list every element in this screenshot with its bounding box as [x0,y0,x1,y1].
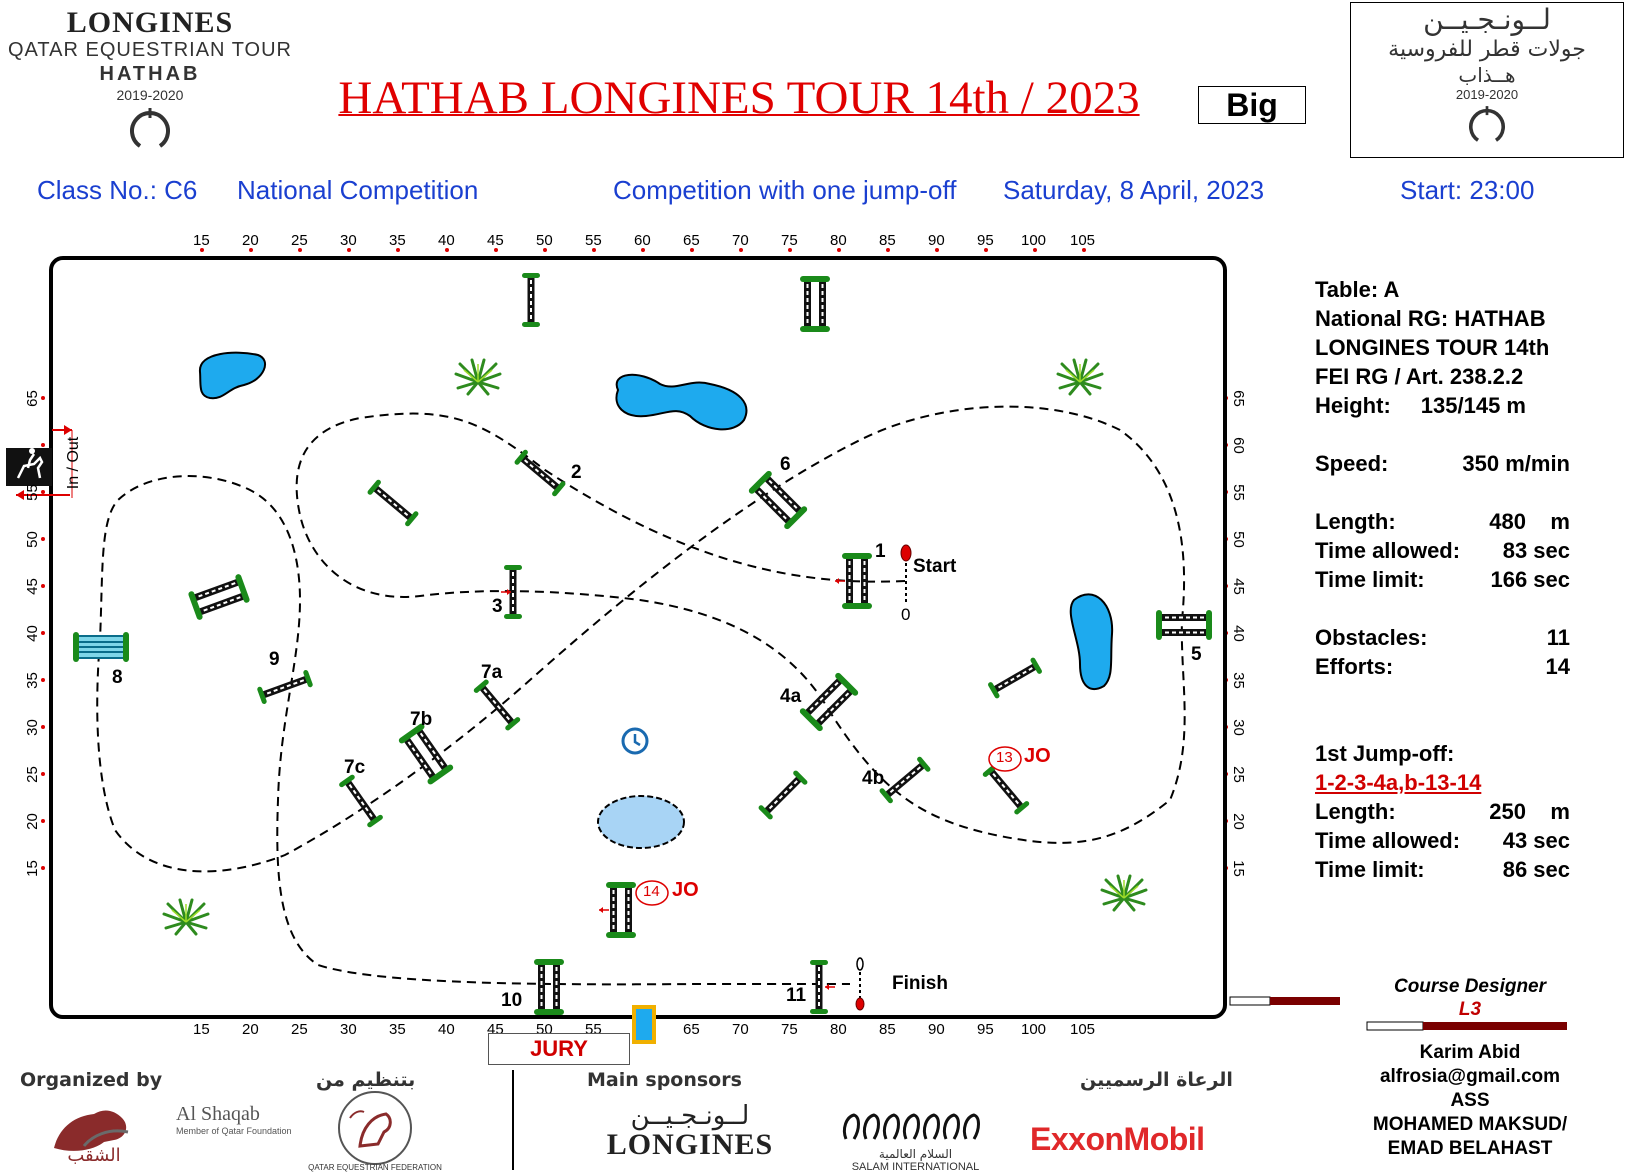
assistant-label: ASS [1450,1090,1490,1111]
jump-5-label: 5 [1191,644,1202,665]
jump-6-label: 6 [780,454,791,475]
stat-height: Height: 135/145 m [1315,393,1526,418]
al-shaqab-logo: الشقب [14,1098,174,1166]
stat-jo-time-limit: Time limit: 86 sec [1315,857,1570,882]
logo-brand: LONGINES [66,6,234,39]
stat-jo-length: Length: 250 m [1315,799,1570,824]
jury-box: JURY [488,1033,630,1065]
assistant-2: EMAD BELAHAST [1387,1138,1553,1159]
jo-13-label: JO [1024,745,1051,767]
stat-length: Length: 480 m [1315,509,1570,534]
main-sponsors-label: Main sponsors [587,1069,742,1091]
jump-3-label: 3 [492,596,503,617]
logo-ar-brand: لــونـجـيــن [1423,3,1551,36]
designer-name: Karim Abid [1419,1042,1521,1063]
course-designer-details [1335,1041,1605,1161]
start-time: Start: 23:00 [1400,175,1535,205]
stat-jumpoff-title: 1st Jump-off: [1315,741,1455,766]
stat-jo-time-allowed: Time allowed: 43 sec [1315,828,1570,853]
stat-time-allowed: Time allowed: 83 sec [1315,538,1570,563]
jump-4a-label: 4a [780,686,802,707]
jump-7a-label: 7a [481,662,503,683]
clock-icon [623,729,647,753]
size-label: Big [1198,86,1306,124]
course-stats-panel [1315,275,1570,884]
jump-8-triple-bar [73,632,129,662]
logo-years: 2019-2020 [116,87,184,103]
qef-emblem-icon [320,1088,430,1168]
jump-10-label: 10 [501,990,523,1011]
competition-date: Saturday, 8 April, 2023 [1003,175,1265,205]
finish-label: Finish [892,973,948,994]
stat-speed: Speed: 350 m/min [1315,451,1570,476]
jump-8-label: 8 [112,667,123,688]
bottom-scale-labels: 15 20 25 30 35 40 45 50 55 65 70 75 80 85 90 95 100 105 [193,1021,1096,1038]
logo-ar-years: 2019-2020 [1455,87,1519,102]
stat-obstacles: Obstacles: 11 [1315,625,1570,650]
jo-14-number: 14 [643,883,660,900]
stat-rule1: National RG: HATHAB [1315,306,1546,331]
logo-line3: HATHAB [99,63,201,85]
logo-ar-line2: جولات قطر للفروسية [1388,37,1586,62]
qatar-equestrian-federation-logo: QATAR EQUESTRIAN FEDERATION [300,1088,450,1172]
competition-type: Competition with one jump-off [613,175,957,205]
assistant-1: MOHAMED MAKSUD/ [1372,1114,1568,1135]
logo-line2: QATAR EQUESTRIAN TOUR [8,39,292,61]
class-number: Class No.: C6 [37,175,198,205]
course-designer-title: Course Designer [1393,976,1547,997]
jump-1-label: 1 [875,541,886,562]
jump-11-label: 11 [786,985,807,1006]
jo-14-label: JO [672,879,699,901]
stat-jumpoff-sequence: 1-2-3-4a,b-13-14 [1315,770,1482,795]
course-designer [1360,975,1580,1021]
jump-4b-label: 4b [862,768,885,789]
stat-rule2: LONGINES TOUR 14th [1315,335,1550,360]
jump-9-label: 9 [269,649,280,670]
jo-13-number: 13 [996,749,1013,766]
main-sponsors-arabic: الرعاة الرسميين [1080,1069,1233,1091]
course-designer-level: L3 [1458,999,1482,1020]
start-label: Start [913,556,957,577]
designer-email: alfrosia@gmail.com [1379,1066,1561,1087]
organized-by-label: Organized by [20,1069,163,1091]
in-out-label: In / Out [65,436,83,490]
stat-efforts: Efforts: 14 [1315,654,1570,679]
stat-table: Table: A [1315,277,1400,302]
stat-rule3: FEI RG / Art. 238.2.2 [1315,364,1524,389]
exxonmobil-logo: ExxonMobil [1030,1121,1205,1157]
water-pond-light [598,796,684,848]
competition-level: National Competition [237,175,479,205]
salam-international-logo: السلام العالمية SALAM INTERNATIONAL [833,1101,998,1173]
stat-time-limit: Time limit: 166 sec [1315,567,1570,592]
top-scale-labels: 15 20 25 30 35 40 45 50 55 60 65 70 75 80 85 90 95 100 105 [193,232,1096,249]
jump-2-label: 2 [571,462,582,483]
longines-sponsor-logo: لــونـجـيــن LONGINES [606,1101,774,1161]
al-shaqab-text: Al Shaqab Member of Qatar Foundation [176,1103,292,1136]
start-zero-label: 0 [901,605,911,624]
jump-7b-label: 7b [410,709,433,730]
jump-7c-label: 7c [344,757,366,778]
logo-ar-line3: هــذاب [1458,63,1516,87]
organized-by-arabic: بتنظيم من [316,1069,416,1091]
page-title: HATHAB LONGINES TOUR 14th / 2023 [338,72,1140,124]
salam-emblem-icon [836,1101,996,1143]
